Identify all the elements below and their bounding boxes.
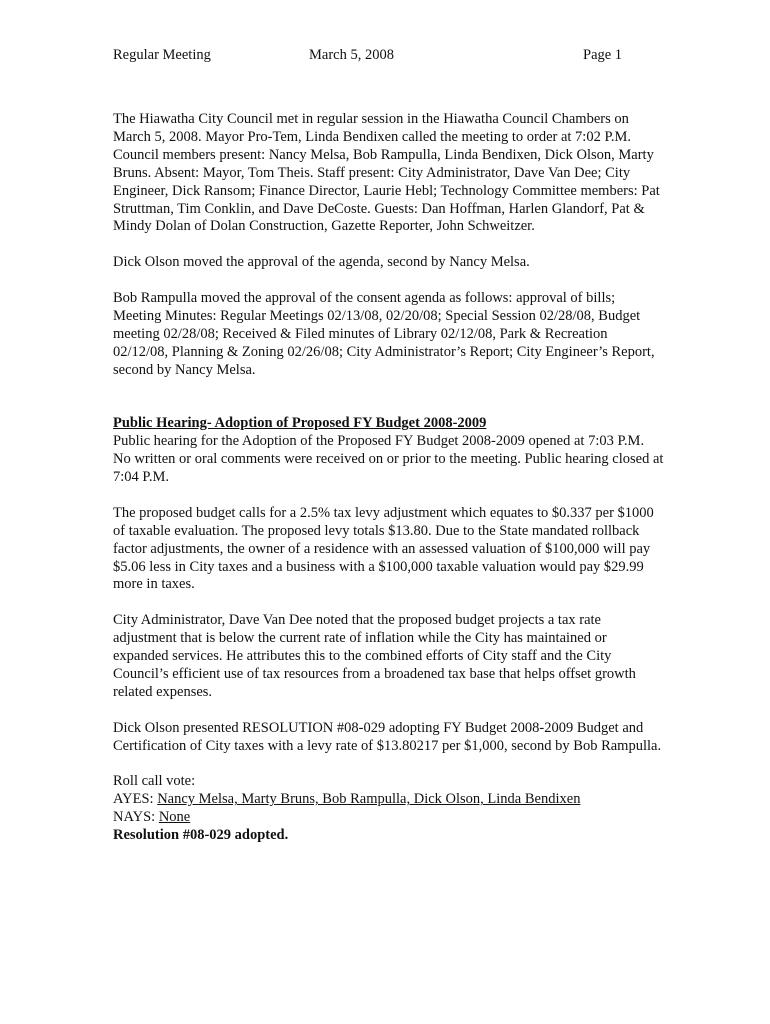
nays-label: NAYS: bbox=[113, 809, 159, 826]
nays-line bbox=[113, 809, 665, 827]
page-header bbox=[113, 47, 653, 67]
administrator-paragraph: City Administrator, Dave Van Dee noted that the proposed budget projects a tax rate adjustment that is below the current rate of inflation while the City has maintained or expanded services. He attributes this to the combined efforts of City staff and the City Council’s efficient use of tax resources from a broadened tax base that helps offset growth related expenses. bbox=[113, 612, 636, 700]
section-title: Public Hearing- Adoption of Proposed FY Budget 2008-2009 bbox=[113, 415, 487, 432]
budget-paragraph: The proposed budget calls for a 2.5% tax levy adjustment which equates to $0.337 per $1000 of taxable evaluation. The proposed levy totals $13.80. Due to the State mandated rollback factor adjustments, the owner of a residence with an assessed valuation of $100,000 will pay $5.06 less in City taxes and a business with a $100,000 taxable valuation would pay $29.99 more in taxes. bbox=[113, 504, 654, 593]
hearing-opening-paragraph: Public hearing for the Adoption of the Proposed FY Budget 2008-2009 opened at 7:03 P.M. No written or oral comments were received on or prior to the meeting. Public hearing closed at 7:04 P.M. bbox=[113, 433, 664, 486]
minutes-body bbox=[113, 111, 665, 845]
ayes-names: Nancy Melsa, Marty Bruns, Bob Rampulla, Dick Olson, Linda Bendixen bbox=[157, 791, 581, 808]
header-meeting-type: Regular Meeting bbox=[113, 47, 211, 63]
roll-call-vote bbox=[113, 773, 665, 845]
header-date: March 5, 2008 bbox=[309, 47, 394, 63]
resolution-paragraph: Dick Olson presented RESOLUTION #08-029 adopting FY Budget 2008-2009 Budget and Certification of City taxes with a levy rate of $13.80217 per $1,000, second by Bob Rampulla. bbox=[113, 719, 662, 754]
consent-agenda-paragraph: Bob Rampulla moved the approval of the consent agenda as follows: approval of bills; Meeting Minutes: Regular Meetings 02/13/08, 02/20/08; Special Session 02/28/08, Budget meeting 02/28/08; Received & Filed minutes of Library 02/12/08, Park & Recreation 02/12/08, Planning & Zoning 02/26/08; City Administrator’s Report; City Engineer’s Report, second by Nancy Melsa. bbox=[113, 290, 655, 378]
resolution-result: Resolution #08-029 adopted. bbox=[113, 827, 289, 844]
roll-call-label: Roll call vote: bbox=[113, 773, 196, 790]
ayes-label: AYES: bbox=[113, 791, 158, 808]
ayes-line bbox=[113, 791, 665, 809]
header-page-number: Page 1 bbox=[583, 47, 623, 63]
public-hearing-section bbox=[113, 415, 665, 755]
agenda-paragraph: Dick Olson moved the approval of the agenda, second by Nancy Melsa. bbox=[113, 254, 530, 271]
nays-names: None bbox=[158, 809, 191, 826]
intro-paragraph: The Hiawatha City Council met in regular session in the Hiawatha Council Chambers on March 5, 2008. Mayor Pro-Tem, Linda Bendixen called the meeting to order at 7:02 P.M. Council members present: Nancy Melsa, Bob Rampulla, Linda Bendixen, Dick Olson, Marty Bruns. Absent: Mayor, Tom Theis. Staff present: City Administrator, Dave Van Dee; City Engineer, Dick Ransom; Finance Director, Laurie Hebl; Technology Committee members: Pat Struttman, Tim Conklin, and Dave DeCoste. Guests: Dan Hoffman, Harlen Glandorf, Pat & Mindy Dolan of Dolan Construction, Gazette Reporter, John Schweitzer. bbox=[113, 111, 660, 235]
